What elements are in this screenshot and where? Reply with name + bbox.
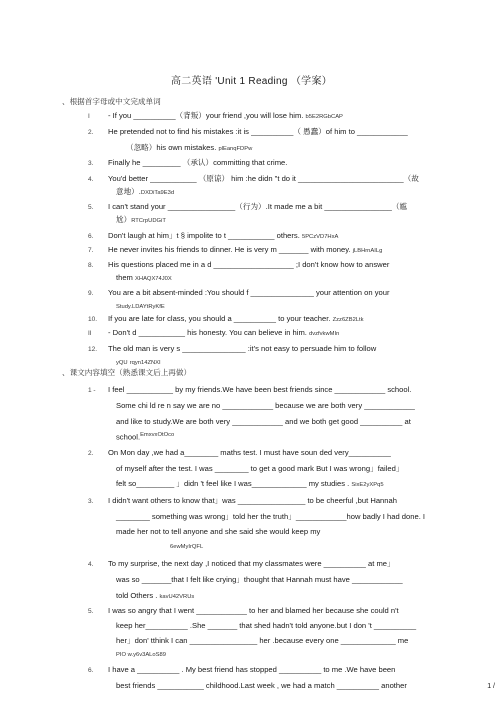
item-code: jLBHrnAILg xyxy=(352,248,383,254)
item-text: To my surprise, the next day ,I noticed that my classmates were __________ at me」 xyxy=(108,559,395,568)
item-text: Don't laugh at him」t § impolite to t ___________ others. xyxy=(108,231,300,240)
item-text: You'd better ___________ （原谅） him :he didn "t do it _________________________（故 xyxy=(108,174,419,183)
passage-item-6 xyxy=(88,662,488,678)
item-text: 意地）. xyxy=(116,187,141,196)
passage-item-4 xyxy=(88,556,488,572)
item-number: 6. xyxy=(88,667,94,674)
item-text: I feel ___________ by my friends.We have been best friends since ____________ school. xyxy=(108,385,412,394)
passage-item-5-code xyxy=(116,646,491,663)
exercise-item-11 xyxy=(88,325,488,342)
item-text: - Don't d ___________ his honesty. You can believe in him. xyxy=(108,328,307,337)
item-text: I didn't want others to know that」was ________________ to be cheerful ,but Hannah xyxy=(108,496,397,505)
item-number: 9. xyxy=(88,290,94,297)
item-code: 5PCzVD7HxA xyxy=(301,234,339,240)
item-number: 1 - xyxy=(88,387,96,394)
item-number: 2. xyxy=(88,450,94,457)
item-number: 2. xyxy=(88,129,94,136)
passage-item-5 xyxy=(88,603,488,619)
passage-item-6-line-2: best friends ___________ childhood.Last week , we had a match __________ another xyxy=(116,681,407,690)
item-text: If you are late for class, you should a __________ to your teacher. xyxy=(108,314,331,323)
passage-item-1-line-3: and like to study.We are both very ____________ and we both get good __________ at xyxy=(116,417,411,426)
item-number: I xyxy=(88,113,90,120)
item-code: XHAQX74J0X xyxy=(135,276,172,282)
item-code: b5E2RGbCAP xyxy=(305,114,343,120)
item-text: them xyxy=(116,273,133,282)
section-heading-2: 、课文内容填空（熟悉课文后上再做） xyxy=(62,368,192,377)
passage-item-2-line-3 xyxy=(116,476,491,493)
exercise-item-5-continued xyxy=(116,212,491,229)
passage-item-3-code xyxy=(170,538,503,555)
item-text: felt so_________ 」didn 't feel like I was_____________ my studies . xyxy=(116,479,350,488)
item-text: I can't stand your ________________（行为）.It made me a bit ________________（尴 xyxy=(108,202,408,211)
item-number: 4. xyxy=(88,561,94,568)
item-text: 尬） xyxy=(116,215,132,224)
passage-item-2-line-2: of myself after the test. I was ________ to get a good mark But I was wrong」failed」 xyxy=(116,464,404,473)
passage-item-2 xyxy=(88,445,488,461)
item-number: 8. xyxy=(88,262,94,269)
item-code: EmxvxOtOco xyxy=(140,432,175,438)
item-text: He pretended not to find his mistakes :it is __________（ 愚蠢）of him to ____________ xyxy=(108,127,408,136)
passage-item-1 xyxy=(88,382,488,398)
item-number: 4. xyxy=(88,176,94,183)
item-text: school. xyxy=(116,432,141,442)
item-code: plEanqFDPw xyxy=(218,146,253,152)
item-code: DXDiTa9E3d xyxy=(140,190,175,196)
item-text: He never invites his friends to dinner. He is very m _______ with money. xyxy=(108,245,351,254)
item-code: LDAYtRyKfE xyxy=(132,304,165,310)
item-text: （忽略）his own mistakes. xyxy=(126,143,217,152)
item-code: rqyn14ZNXI xyxy=(129,360,161,366)
item-text: His questions placed me in a d ___________________ ;I don't know how to answer xyxy=(108,260,390,269)
item-number: 3. xyxy=(88,160,94,167)
passage-item-3-line-3: made her not to tell anyone and she said she would keep my xyxy=(116,527,321,536)
item-code-prefix: yQU xyxy=(116,360,128,366)
exercise-item-2 xyxy=(88,124,488,140)
item-code: kavU42VRUs xyxy=(159,594,195,600)
item-number: 6. xyxy=(88,233,94,240)
item-text: Study. xyxy=(116,304,133,310)
passage-item-1-tail xyxy=(116,428,491,445)
section-heading-1: 、根据首字母或中文完成单词 xyxy=(62,97,161,106)
item-number: 7. xyxy=(88,247,94,254)
item-number: 3. xyxy=(88,498,94,505)
item-text: I have a __________ . My best friend has stopped __________ to me .We have been xyxy=(108,665,396,674)
item-number: 5. xyxy=(88,608,94,615)
item-code: 6ewMyIrQFL xyxy=(170,544,204,550)
passage-item-5-line-2: keep her__________ .She _______ that shed hadn't told anyone.but I don 't __________ xyxy=(116,621,417,630)
item-number: 5. xyxy=(88,204,94,211)
item-code: PIO w.y6v3ALoS89 xyxy=(116,652,166,658)
item-number: 12. xyxy=(88,346,98,353)
item-text: The old man is very s _______________ :it's not easy to persuade him to follow xyxy=(108,344,377,353)
item-code: SixE2yXPq5 xyxy=(351,482,384,488)
item-number: 10. xyxy=(88,316,98,323)
item-text: On Mon day ,we had a________ maths test. I must have soun ded very__________ xyxy=(108,448,391,457)
item-text: - If you __________（背叛）your friend ,you will lose him. xyxy=(108,111,304,120)
page-number: 1 / xyxy=(487,683,495,690)
exercise-item-3 xyxy=(88,155,488,171)
passage-item-5-line-3: her」don' tthink I can ________________ her .because every one _____________ me xyxy=(116,636,409,645)
item-text: Finally he _________ （承认）committing that crime. xyxy=(108,158,288,167)
passage-item-3-line-2: ________ something was wrong」told her the truth」____________how badly I had done. I xyxy=(116,512,426,521)
passage-item-1-line-2: Some chi ld re n say we are no ____________ because we are both very ____________ xyxy=(116,401,415,410)
item-code: dvzfvkwMIn xyxy=(309,331,340,337)
item-number: II xyxy=(88,330,92,337)
passage-item-4-line-2: was so _______that I felt like crying」thought that Hannah must have ____________ xyxy=(116,575,403,584)
page-title: 高二英语 'Unit 1 Reading （学案） xyxy=(170,76,333,87)
item-code: Zzz6ZB2Ltk xyxy=(332,317,364,323)
passage-item-3 xyxy=(88,493,488,509)
item-text: told Others . xyxy=(116,591,158,600)
item-text: I was so angry that I went ____________ to her and blamed her because she could n't xyxy=(108,606,399,615)
item-text: You are a bit absent-minded :You should f _______________ your attention on your xyxy=(108,288,390,297)
item-code: RTCrpUDGiT xyxy=(131,218,166,224)
exercise-item-1 xyxy=(88,108,488,125)
